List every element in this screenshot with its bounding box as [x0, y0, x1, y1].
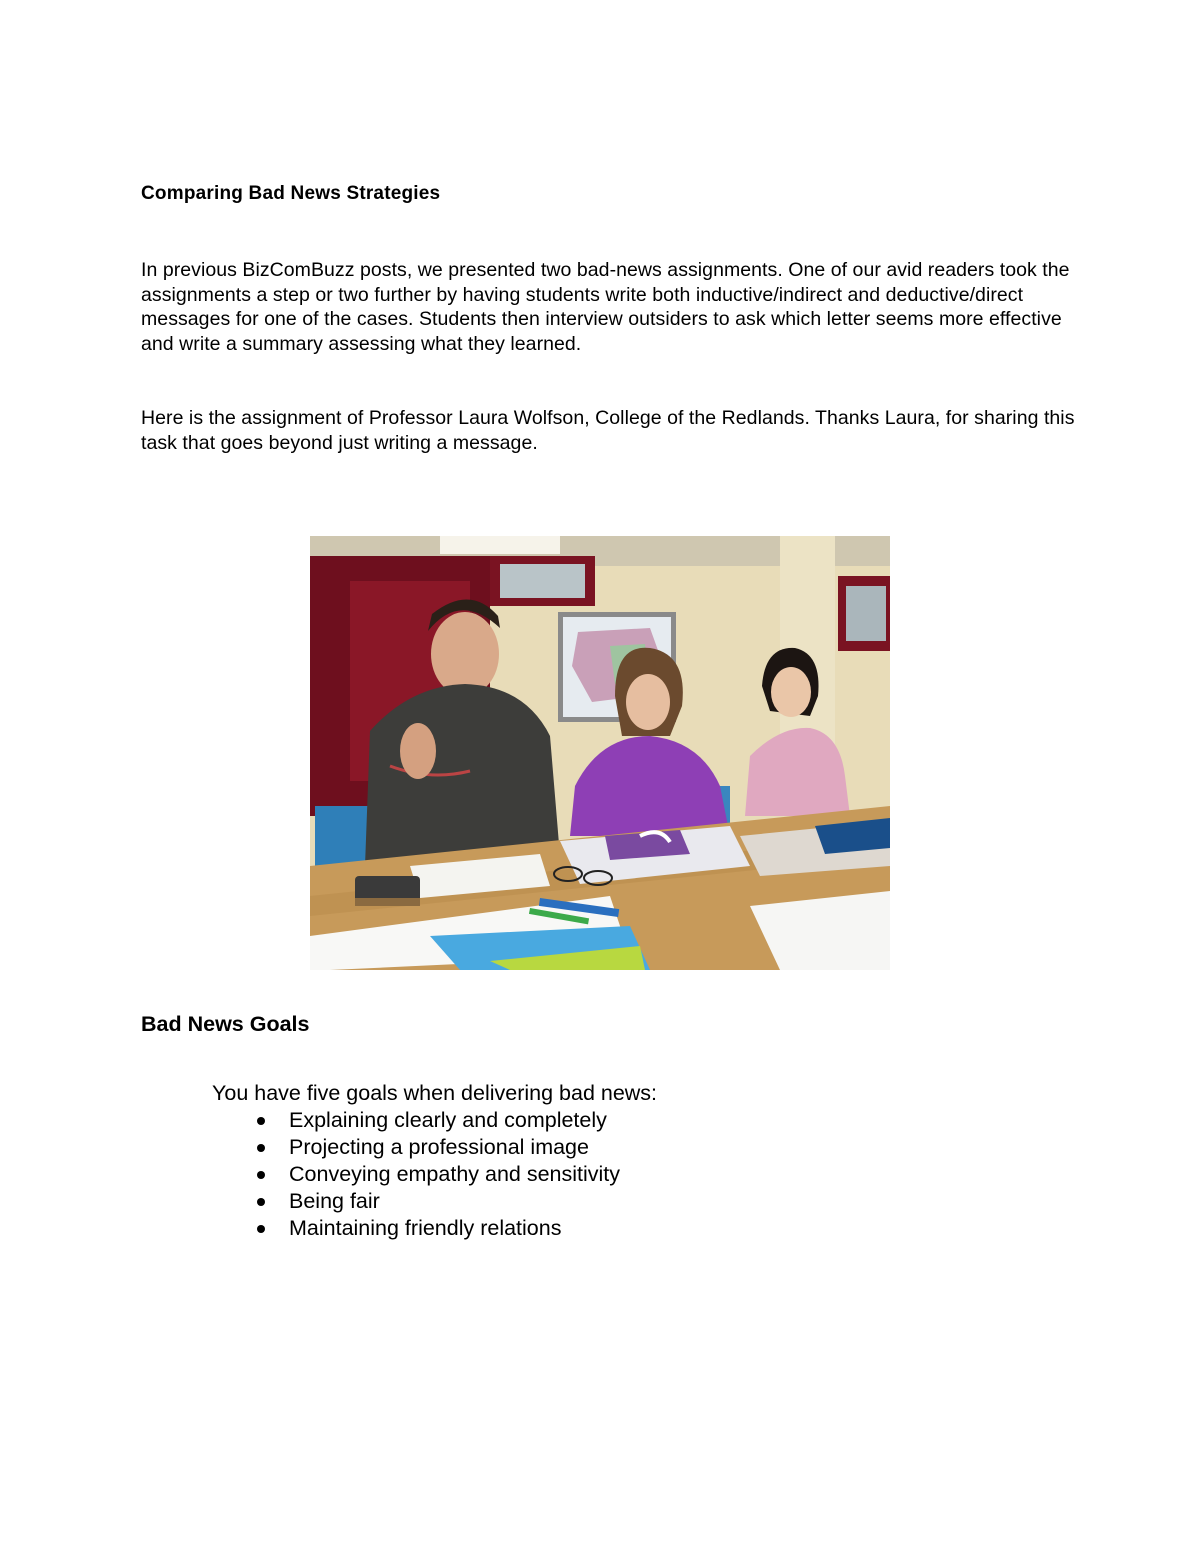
bullet-icon	[257, 1225, 265, 1233]
goal-text: Maintaining friendly relations	[289, 1216, 562, 1240]
goal-text: Conveying empathy and sensitivity	[289, 1162, 621, 1186]
goal-text: Explaining clearly and completely	[289, 1108, 607, 1132]
thanks-paragraph: Here is the assignment of Professor Laura Wolfson, College of the Redlands. Thanks Laura, for sharing this task that goes beyond just writing a message.	[141, 407, 1075, 454]
bullet-icon	[257, 1144, 265, 1152]
list-item	[212, 1134, 620, 1161]
list-item	[212, 1215, 620, 1242]
goals-list	[212, 1107, 620, 1242]
list-item	[212, 1188, 620, 1215]
goals-intro: You have five goals when delivering bad news:	[212, 1081, 658, 1105]
section-heading: Bad News Goals	[141, 1012, 310, 1036]
document-title: Comparing Bad News Strategies	[141, 183, 441, 204]
goal-text: Being fair	[289, 1189, 380, 1213]
bullet-icon	[257, 1171, 265, 1179]
bullet-icon	[257, 1198, 265, 1206]
list-item	[212, 1161, 620, 1188]
goal-text: Projecting a professional image	[289, 1135, 589, 1159]
list-item	[212, 1107, 620, 1134]
classroom-photo	[310, 536, 890, 970]
intro-paragraph: In previous BizComBuzz posts, we presented two bad-news assignments. One of our avid readers took the assignments a step or two further by having students write both inductive/indirect and deductive/direct messages for one of the cases. Students then interview outsiders to ask which letter seems more effective and write a summary assessing what they learned.	[141, 259, 1070, 356]
bullet-icon	[257, 1117, 265, 1125]
